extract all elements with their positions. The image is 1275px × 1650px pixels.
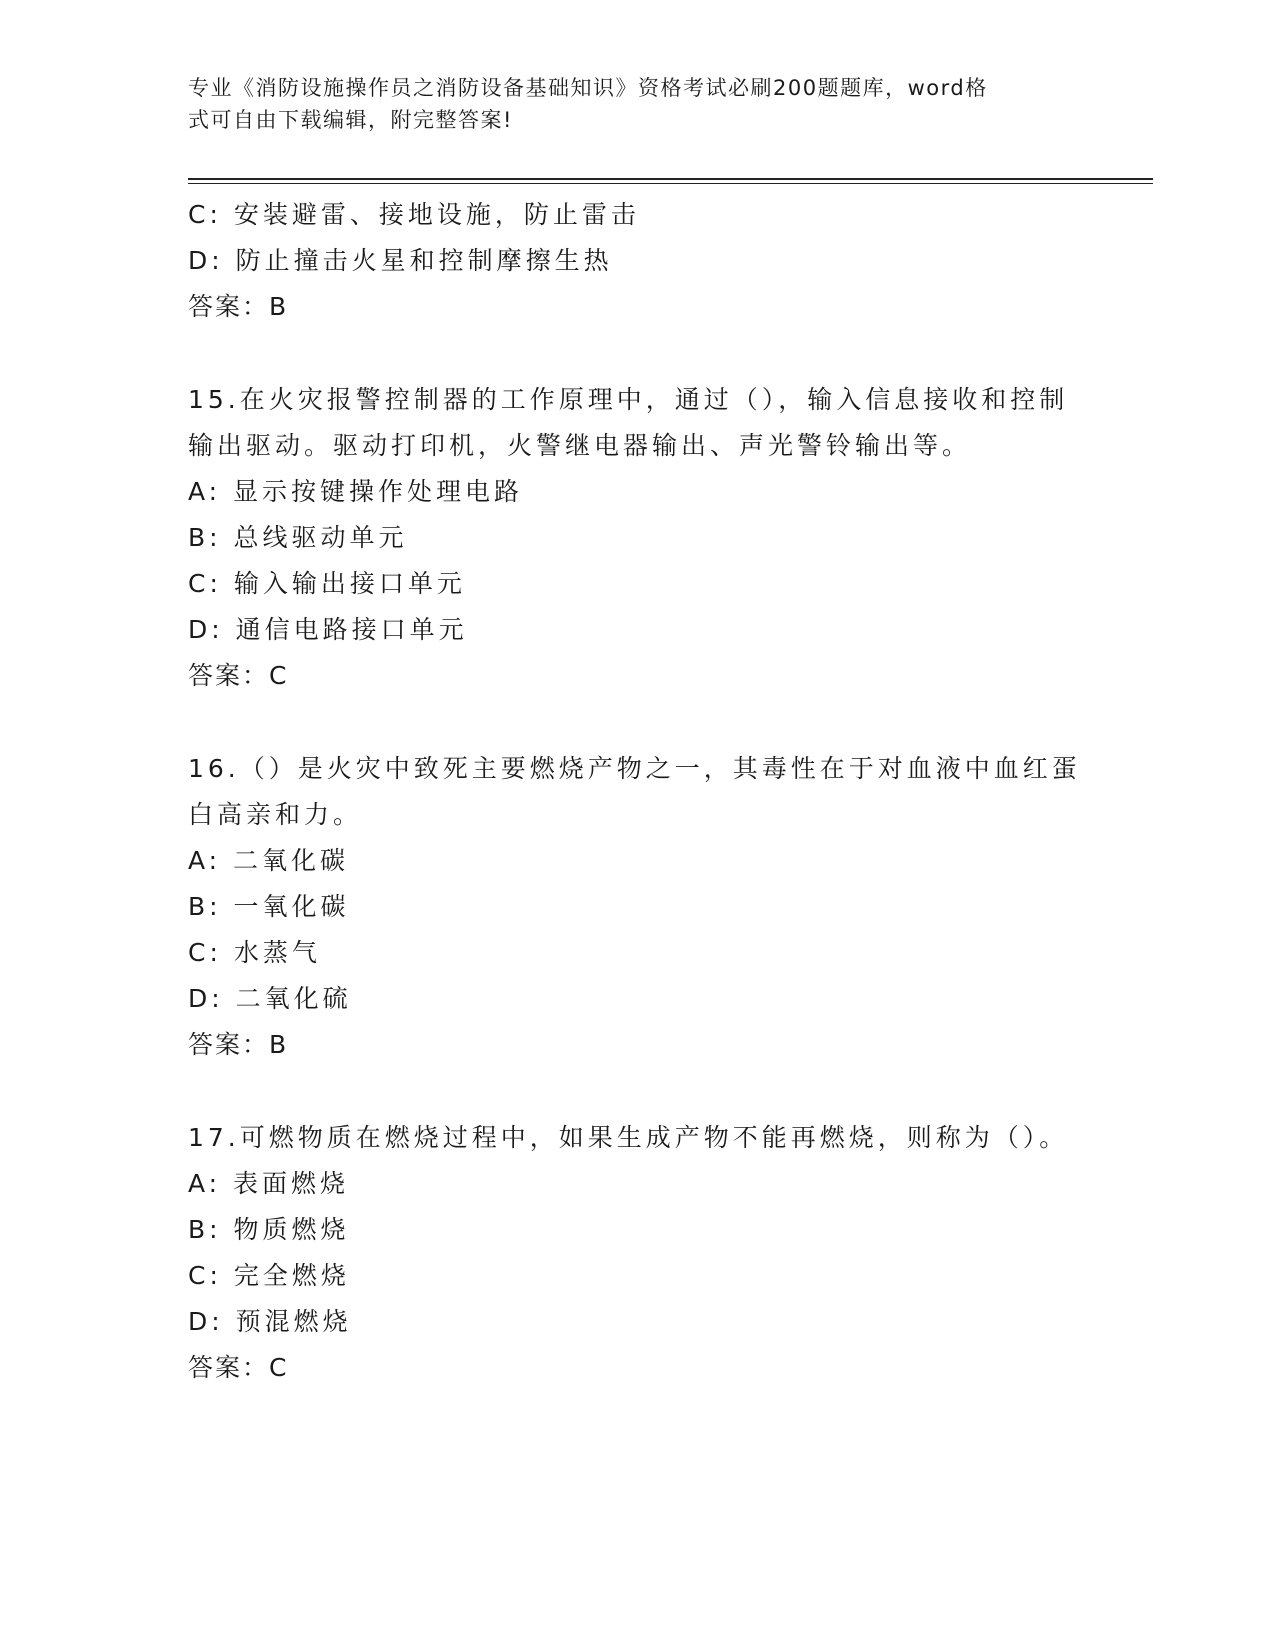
answer-line: 答案：B: [188, 1030, 289, 1059]
question-block-17: [188, 1115, 1088, 1391]
document-header: [188, 72, 1068, 136]
header-line-1: 专业《消防设施操作员之消防设备基础知识》资格考试必刷200题题库，word格: [188, 76, 988, 100]
option-d: D: 预混燃烧: [188, 1307, 352, 1336]
option-c: C: 水蒸气: [188, 938, 321, 967]
option-c: C: 输入输出接口单元: [188, 569, 466, 598]
question-stem-line-1: 15.在火灾报警控制器的工作原理中，通过（），输入信息接收和控制: [188, 385, 1069, 414]
option-a: A: 二氧化碳: [188, 846, 350, 875]
question-block-partial: [188, 192, 1088, 330]
question-list: [188, 192, 1088, 1391]
header-divider-thin: [188, 183, 1153, 184]
option-c: C: 完全燃烧: [188, 1261, 350, 1290]
answer-line: 答案：B: [188, 292, 289, 321]
option-b: B: 物质燃烧: [188, 1215, 350, 1244]
question-spacer: [188, 699, 1088, 746]
header-line-2: 式可自由下载编辑，附完整答案!: [188, 108, 513, 132]
option-d: D: 二氧化硫: [188, 984, 352, 1013]
question-stem-line-2: 输出驱动。驱动打印机，火警继电器输出、声光警铃输出等。: [188, 431, 972, 460]
header-divider-thick: [188, 178, 1153, 180]
option-a: A: 表面燃烧: [188, 1169, 350, 1198]
question-stem-line-1: 16.（）是火灾中致死主要燃烧产物之一，其毒性在于对血液中血红蛋: [188, 754, 1081, 783]
question-stem-line-2: 白高亲和力。: [188, 800, 363, 829]
answer-line: 答案：C: [188, 661, 289, 690]
question-block-15: [188, 377, 1088, 699]
option-d: D: 通信电路接口单元: [188, 615, 468, 644]
answer-line: 答案：C: [188, 1353, 289, 1382]
option-c: C: 安装避雷、接地设施，防止雷击: [188, 200, 640, 229]
option-b: B: 总线驱动单元: [188, 523, 408, 552]
question-spacer: [188, 1068, 1088, 1115]
option-a: A: 显示按键操作处理电路: [188, 477, 524, 506]
question-spacer: [188, 330, 1088, 377]
option-b: B: 一氧化碳: [188, 892, 350, 921]
question-block-16: [188, 746, 1088, 1068]
option-d: D: 防止撞击火星和控制摩擦生热: [188, 246, 613, 275]
question-stem-line-1: 17.可燃物质在燃烧过程中，如果生成产物不能再燃烧，则称为（）。: [188, 1123, 1069, 1152]
